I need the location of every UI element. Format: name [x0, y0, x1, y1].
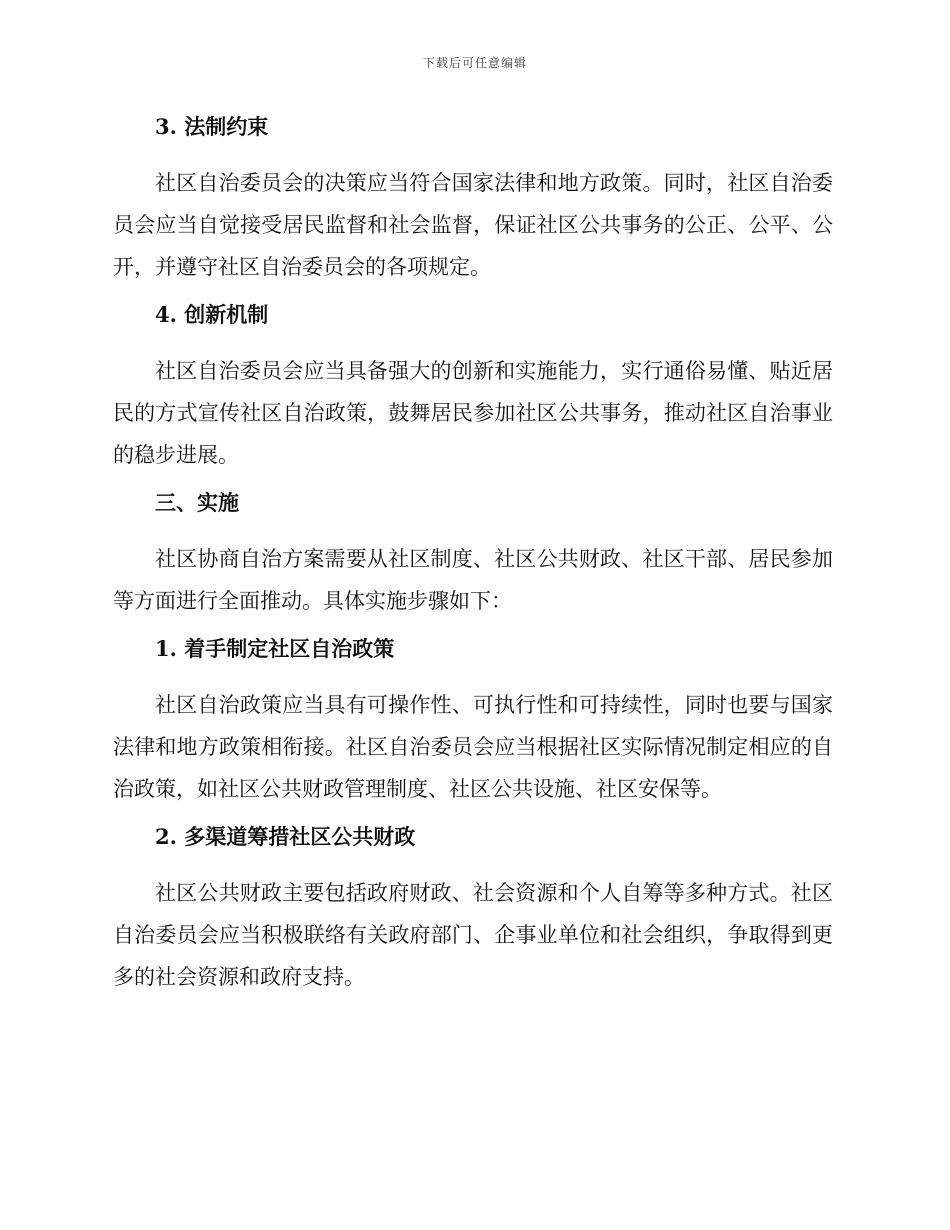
document-body: [113, 112, 833, 1010]
paragraph-implementation: 社区协商自治方案需要从社区制度、社区公共财政、社区干部、居民参加等方面进行全面推动。具体实施步骤如下：: [113, 547, 833, 613]
paragraph-policy-drafting: 社区自治政策应当具有可操作性、可执行性和可持续性，同时也要与国家法律和地方政策相衔接。社区自治委员会应当根据社区实际情况制定相应的自治政策，如社区公共财政管理制度、社区公共设施、社区安保等。: [113, 693, 833, 801]
page-header: 下载后可任意编辑: [422, 56, 527, 70]
paragraph-public-finance: 社区公共财政主要包括政府财政、社会资源和个人自筹等多种方式。社区自治委员会应当积极联络有关政府部门、企事业单位和社会组织，争取得到更多的社会资源和政府支持。: [113, 881, 833, 989]
paragraph-legal-constraint: 社区自治委员会的决策应当符合国家法律和地方政策。同时，社区自治委员会应当自觉接受居民监督和社会监督，保证社区公共事务的公正、公平、公开，并遵守社区自治委员会的各项规定。: [113, 171, 833, 279]
section-heading-legal-constraint: 3. 法制约束: [155, 114, 269, 139]
section-heading-public-finance: 2. 多渠道筹措社区公共财政: [155, 824, 416, 849]
section-heading-policy-drafting: 1. 着手制定社区自治政策: [155, 636, 395, 661]
section-heading-innovation-mechanism: 4. 创新机制: [155, 302, 269, 327]
paragraph-innovation-mechanism: 社区自治委员会应当具备强大的创新和实施能力，实行通俗易懂、贴近居民的方式宣传社区自治政策，鼓舞居民参加社区公共事务，推动社区自治事业的稳步进展。: [113, 359, 833, 467]
section-heading-implementation: 三、实施: [155, 490, 239, 515]
